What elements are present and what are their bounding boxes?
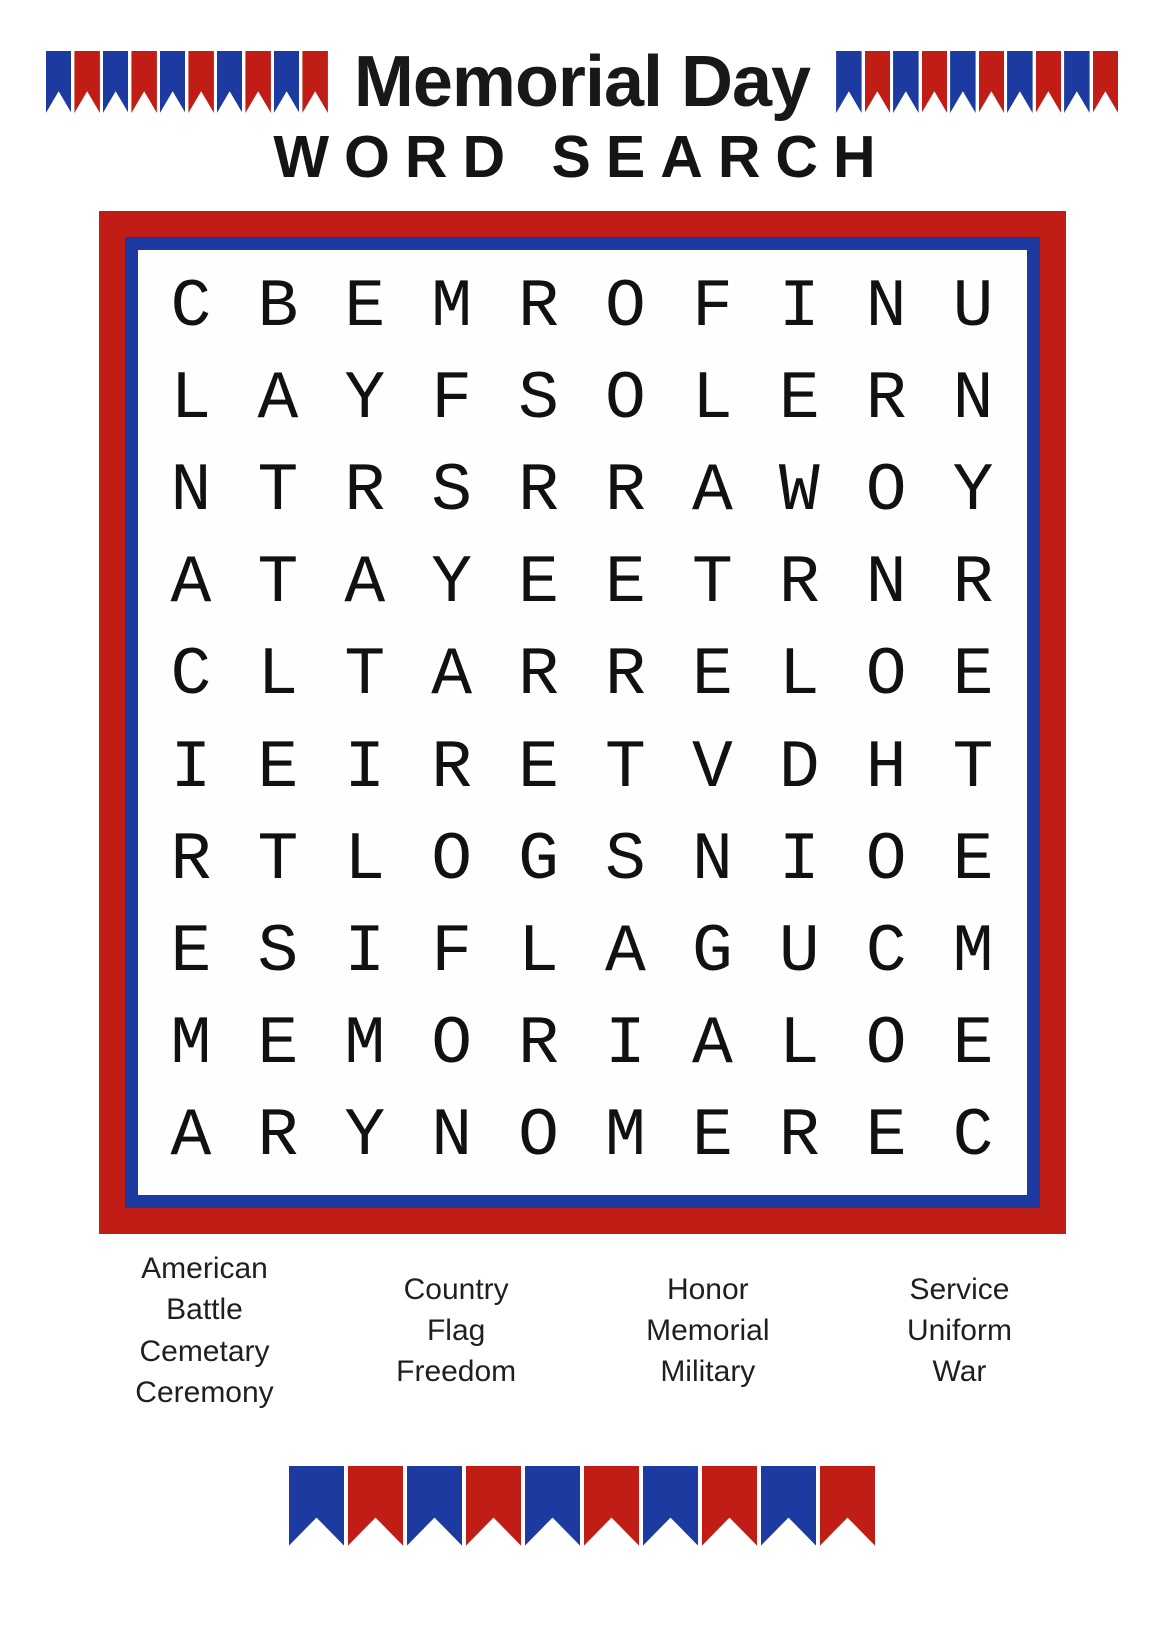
grid-letter: R: [431, 729, 473, 807]
word-item: Memorial: [646, 1314, 770, 1348]
word-item: Honor: [666, 1272, 749, 1306]
grid-letter: L: [170, 361, 212, 439]
grid-letter: E: [691, 1097, 733, 1175]
blue-pennant-icon: [761, 1466, 816, 1546]
grid-letter: E: [518, 729, 559, 807]
grid-letter: T: [257, 453, 299, 531]
grid-letter: R: [952, 545, 994, 623]
blue-pennant-icon: [643, 1466, 698, 1546]
grid-letter: W: [778, 453, 820, 531]
grid-letter: A: [257, 361, 299, 439]
blue-pennant-icon: [103, 51, 129, 113]
grid-letter: S: [431, 453, 473, 531]
word-list-column: [884, 1269, 1034, 1393]
letter-grid: [148, 262, 1017, 1183]
red-pennant-icon: [245, 51, 271, 113]
grid-letter: R: [518, 453, 559, 531]
grid-letter: E: [518, 545, 559, 623]
blue-pennant-icon: [836, 51, 862, 113]
grid-letter: I: [344, 913, 386, 991]
grid-letter: R: [605, 453, 646, 531]
grid-letter: R: [170, 821, 212, 899]
grid-letter: L: [518, 913, 559, 991]
grid-letter: O: [605, 361, 646, 439]
grid-letter: R: [344, 453, 386, 531]
red-pennant-icon: [584, 1466, 639, 1546]
grid-letter: Y: [952, 453, 994, 531]
blue-pennant-icon: [217, 51, 243, 113]
grid-letter: S: [605, 821, 646, 899]
grid-letter: B: [257, 269, 299, 347]
grid-letter: R: [778, 545, 820, 623]
grid-letter: O: [431, 1005, 473, 1083]
grid-letter: I: [778, 269, 820, 347]
blue-pennant-icon: [1007, 51, 1033, 113]
puzzle-red-frame: [99, 211, 1066, 1234]
grid-letter: H: [865, 729, 907, 807]
grid-letter: N: [170, 453, 212, 531]
grid-letter: E: [605, 545, 646, 623]
grid-letter: O: [865, 1005, 907, 1083]
grid-letter: N: [865, 545, 907, 623]
grid-letter: S: [257, 913, 299, 991]
grid-letter: A: [431, 637, 473, 715]
word-item: Uniform: [906, 1314, 1012, 1348]
grid-letter: N: [952, 361, 994, 439]
grid-letter: T: [257, 545, 299, 623]
grid-letter: I: [778, 821, 820, 899]
grid-letter: G: [518, 821, 559, 899]
grid-letter: M: [170, 1005, 212, 1083]
red-pennant-icon: [131, 51, 157, 113]
grid-letter: F: [431, 913, 473, 991]
grid-letter: L: [257, 637, 299, 715]
word-item: Battle: [166, 1293, 243, 1327]
blue-pennant-icon: [407, 1466, 462, 1546]
page-subtitle: WORD SEARCH: [273, 124, 891, 190]
red-pennant-icon: [1036, 51, 1062, 113]
grid-letter: E: [257, 1005, 299, 1083]
grid-letter: A: [344, 545, 386, 623]
red-pennant-icon: [302, 51, 328, 113]
grid-letter: I: [170, 729, 212, 807]
bunting-top-right: [836, 51, 1118, 113]
grid-letter: C: [952, 1097, 994, 1175]
red-pennant-icon: [820, 1466, 875, 1546]
grid-letter: E: [778, 361, 820, 439]
grid-letter: D: [778, 729, 820, 807]
grid-letter: A: [605, 913, 646, 991]
grid-letter: R: [865, 361, 907, 439]
grid-letter: N: [431, 1097, 473, 1175]
grid-letter: I: [605, 1005, 646, 1083]
grid-letter: E: [691, 637, 733, 715]
grid-letter: Y: [344, 361, 386, 439]
grid-letter: E: [952, 1005, 994, 1083]
blue-pennant-icon: [46, 51, 72, 113]
grid-letter: R: [605, 637, 646, 715]
grid-letter: E: [865, 1097, 907, 1175]
red-pennant-icon: [702, 1466, 757, 1546]
grid-letter: O: [865, 821, 907, 899]
header: [0, 42, 1164, 122]
word-item: American: [141, 1252, 268, 1285]
red-pennant-icon: [188, 51, 214, 113]
grid-letter: E: [344, 269, 386, 347]
grid-letter: T: [605, 729, 646, 807]
grid-letter: E: [952, 821, 994, 899]
blue-pennant-icon: [950, 51, 976, 113]
grid-letter: A: [691, 453, 733, 531]
grid-letter: V: [691, 729, 733, 807]
grid-letter: Y: [344, 1097, 386, 1175]
grid-letter: C: [865, 913, 907, 991]
grid-letter: M: [344, 1005, 386, 1083]
word-list-column: [633, 1269, 783, 1393]
grid-letter: R: [257, 1097, 299, 1175]
word-item: Country: [403, 1272, 509, 1306]
grid-letter: U: [952, 269, 994, 347]
page-title: Memorial Day: [353, 42, 811, 122]
grid-letter: L: [344, 821, 386, 899]
blue-pennant-icon: [289, 1466, 344, 1546]
grid-letter: G: [691, 913, 733, 991]
grid-letter: T: [691, 545, 733, 623]
grid-letter: T: [257, 821, 299, 899]
grid-letter: O: [605, 269, 646, 347]
word-item: Freedom: [396, 1355, 517, 1389]
grid-letter: M: [431, 269, 473, 347]
word-item: Ceremony: [135, 1376, 274, 1410]
grid-letter: U: [778, 913, 820, 991]
red-pennant-icon: [466, 1466, 521, 1546]
puzzle-blue-frame: [125, 237, 1040, 1208]
grid-letter: A: [691, 1005, 733, 1083]
blue-pennant-icon: [525, 1466, 580, 1546]
grid-letter: L: [778, 637, 820, 715]
grid-letter: F: [431, 361, 473, 439]
grid-letter: F: [691, 269, 733, 347]
grid-letter: L: [778, 1005, 820, 1083]
grid-letter: R: [778, 1097, 820, 1175]
grid-letter: N: [865, 269, 907, 347]
blue-pennant-icon: [160, 51, 186, 113]
word-item: War: [932, 1355, 987, 1389]
word-list-column: [130, 1248, 280, 1414]
red-pennant-icon: [865, 51, 891, 113]
grid-letter: R: [518, 269, 559, 347]
word-item: Service: [909, 1272, 1010, 1306]
red-pennant-icon: [979, 51, 1005, 113]
grid-letter: E: [170, 913, 212, 991]
blue-pennant-icon: [893, 51, 919, 113]
grid-letter: Y: [431, 545, 473, 623]
grid-letter: E: [952, 637, 994, 715]
grid-letter: R: [518, 637, 559, 715]
grid-letter: M: [952, 913, 994, 991]
grid-letter: O: [431, 821, 473, 899]
grid-letter: L: [691, 361, 733, 439]
grid-letter: O: [518, 1097, 559, 1175]
grid-letter: A: [170, 545, 212, 623]
grid-letter: N: [691, 821, 733, 899]
grid-letter: T: [952, 729, 994, 807]
word-item: Flag: [426, 1314, 486, 1348]
grid-letter: R: [518, 1005, 559, 1083]
word-list: [130, 1248, 1035, 1414]
bunting-top-left: [46, 51, 328, 113]
red-pennant-icon: [348, 1466, 403, 1546]
grid-letter: E: [257, 729, 299, 807]
red-pennant-icon: [1093, 51, 1119, 113]
grid-letter: O: [865, 453, 907, 531]
grid-letter: I: [344, 729, 386, 807]
grid-letter: S: [518, 361, 559, 439]
red-pennant-icon: [74, 51, 100, 113]
bunting-bottom: [289, 1466, 875, 1546]
word-item: Military: [660, 1355, 756, 1389]
word-item: Cemetary: [139, 1334, 270, 1368]
word-list-column: [381, 1269, 531, 1393]
grid-letter: M: [605, 1097, 646, 1175]
grid-letter: C: [170, 269, 212, 347]
blue-pennant-icon: [274, 51, 300, 113]
grid-letter: A: [170, 1097, 212, 1175]
grid-letter: T: [344, 637, 386, 715]
grid-letter: C: [170, 637, 212, 715]
grid-letter: O: [865, 637, 907, 715]
red-pennant-icon: [922, 51, 948, 113]
blue-pennant-icon: [1064, 51, 1090, 113]
